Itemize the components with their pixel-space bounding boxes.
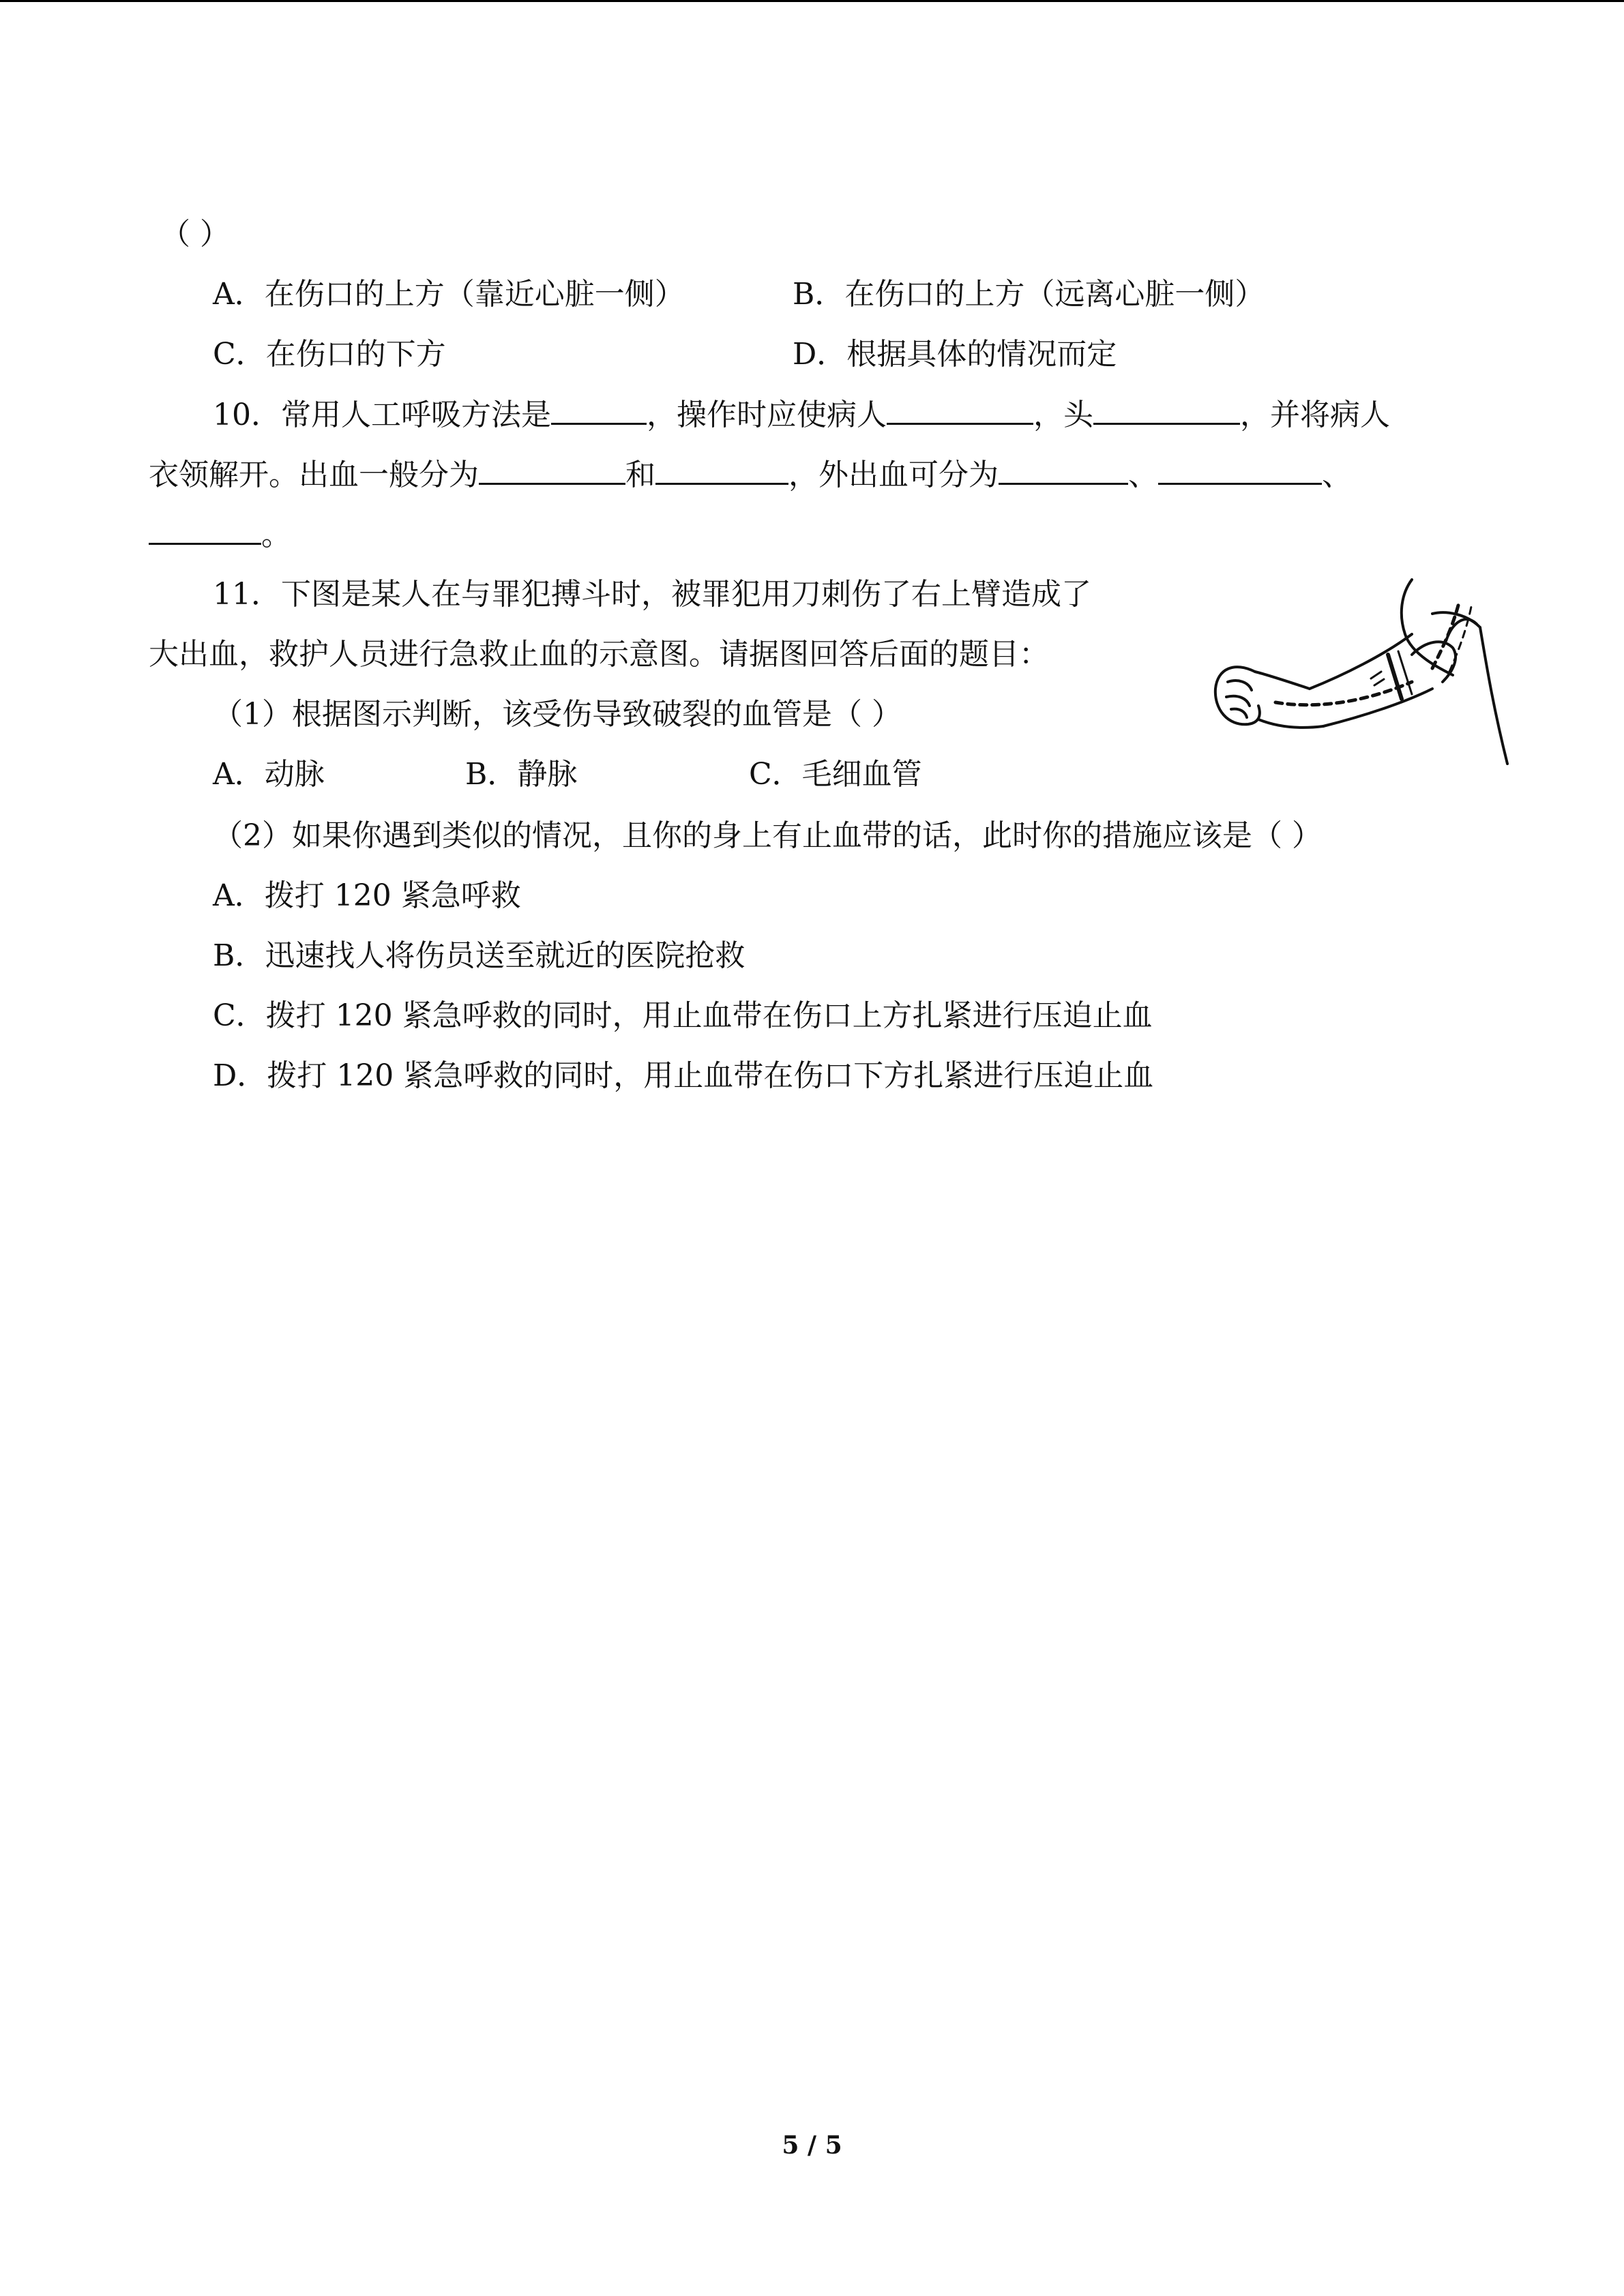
q10-line-3 [149, 516, 291, 554]
q10-text-1: 10．常用人工呼吸方法是 [213, 398, 551, 432]
q10-blank-ext-2[interactable] [1158, 456, 1322, 485]
q10-blank-posture[interactable] [887, 396, 1033, 425]
q11-sub2-question: （2）如果你遇到类似的情况，且你的身上有止血带的话，此时你的措施应该是（ ） [213, 818, 1322, 853]
q11-sub1-option-a: A．动脉 [213, 757, 325, 792]
q11-sub2-option-c: C．拨打 120 紧急呼救的同时，用止血带在伤口上方扎紧进行压迫止血 [213, 998, 1153, 1033]
q10-text-7: ，外出血可分为 [788, 458, 999, 492]
q10-text-2: ，操作时应使病人 [647, 398, 887, 432]
q11-sub1-question: （1）根据图示判断，该受伤导致破裂的血管是（ ） [213, 697, 902, 732]
q11-sub1-option-b: B．静脉 [465, 757, 578, 792]
q10-line-2 [149, 456, 1352, 494]
q9-option-c: C．在伤口的下方 [213, 337, 446, 372]
q10-blank-bleed-type-1[interactable] [479, 456, 625, 485]
shoulder-outline [1402, 580, 1453, 675]
page-number: 5 / 5 [782, 2131, 842, 2160]
q10-text-10: 。 [261, 518, 291, 552]
q10-text-3: ，头 [1033, 398, 1093, 432]
q11-intro-line-2: 大出血，救护人员进行急救止血的示意图。请据图回答后面的题目： [149, 637, 1049, 672]
q11-sub1-option-c: C．毛细血管 [749, 757, 922, 792]
q10-blank-ext-1[interactable] [999, 456, 1128, 485]
q11-sub2-option-d: D．拨打 120 紧急呼救的同时，用止血带在伤口下方扎紧进行压迫止血 [213, 1058, 1154, 1093]
q10-text-8: 、 [1128, 458, 1158, 492]
q9-answer-paren: （ ） [160, 217, 230, 252]
q10-blank-bleed-type-2[interactable] [655, 456, 788, 485]
q10-blank-method[interactable] [551, 396, 647, 425]
q10-text-9: 、 [1322, 458, 1352, 492]
q9-option-b: B．在伤口的上方（远离心脏一侧） [793, 277, 1265, 312]
q10-line-1 [213, 396, 1390, 434]
q9-option-d: D．根据具体的情况而定 [793, 337, 1117, 372]
q11-sub2-option-a: A．拨打 120 紧急呼救 [213, 878, 521, 913]
arm-tourniquet-figure [1207, 573, 1521, 777]
q10-text-4: ，并将病人 [1240, 398, 1390, 432]
q11-sub2-option-b: B．迅速找人将伤员送至就近的医院抢救 [213, 938, 745, 973]
q9-option-a: A．在伤口的上方（靠近心脏一侧） [213, 277, 685, 312]
q10-text-5: 衣领解开。出血一般分为 [149, 458, 479, 492]
q10-blank-ext-3[interactable] [149, 516, 261, 545]
q10-text-6: 和 [625, 458, 655, 492]
q10-blank-head[interactable] [1093, 396, 1240, 425]
page-top-border [0, 0, 1624, 2]
q11-intro-line-1: 11．下图是某人在与罪犯搏斗时，被罪犯用刀刺伤了右上臂造成了 [213, 577, 1091, 612]
